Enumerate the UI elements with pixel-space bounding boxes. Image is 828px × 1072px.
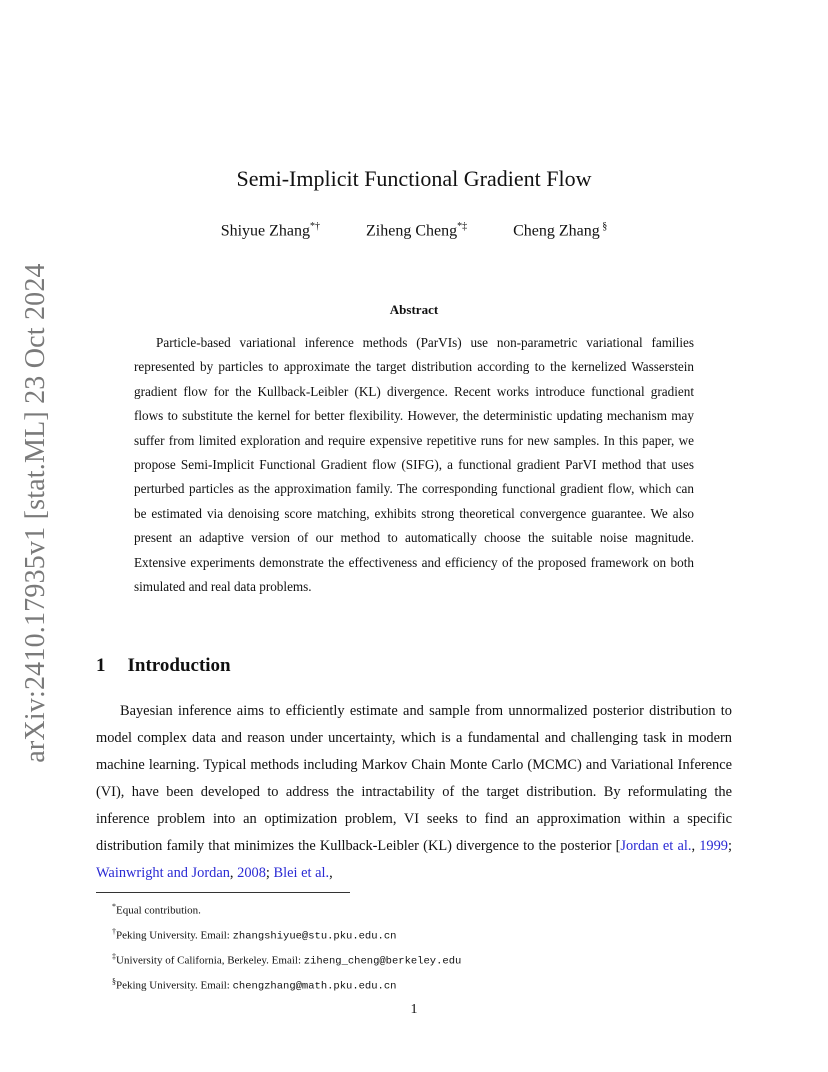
footnote-4-email: chengzhang@math.pku.edu.cn <box>232 981 397 994</box>
footnote-1-mark: * <box>112 902 116 911</box>
footnote-divider <box>96 892 350 893</box>
cite-2-sep: , <box>229 865 238 881</box>
author-1 <box>221 221 320 240</box>
cite-1-sep: , <box>691 838 700 854</box>
footnote-3-text: University of California, Berkeley. Email: <box>116 954 304 967</box>
intro-text: Bayesian inference aims to efficiently estimate and sample from unnormalized posterior distribution to model complex data and reason under uncertainty, which is a fundamental and challenging task in modern machine learning. Typical methods including Markov Chain Monte Carlo (MCMC) and Variational Inference (VI), have been developed to address the intractability of the target distribution. By reformulating the inference problem into an optimization problem, VI seeks to find an approximation within a specific distribution family that minimizes the Kullback-Leibler (KL) divergence to the posterior <box>96 703 732 854</box>
citation-year-link-1[interactable]: 1999 <box>699 838 728 854</box>
footnote-2-email: zhangshiyue@stu.pku.edu.cn <box>232 930 397 943</box>
footnote-3-email: ziheng_cheng@berkeley.edu <box>303 955 462 968</box>
cite-1-post: ; <box>728 838 732 854</box>
footnote-3-mark: ‡ <box>112 952 116 962</box>
paper-title: Semi-Implicit Functional Gradient Flow <box>236 166 592 191</box>
author-list <box>0 221 828 240</box>
citation-link-3[interactable]: Blei et al. <box>273 865 330 881</box>
citation-year-link-2[interactable]: 2008 <box>237 865 266 881</box>
cite-1-pre: [ <box>615 838 621 854</box>
author-1-marks: *† <box>310 221 321 232</box>
footnote-2 <box>112 922 712 947</box>
arxiv-stamp <box>14 263 58 763</box>
section-heading <box>96 655 231 677</box>
author-2-name: Ziheng Cheng <box>366 222 458 240</box>
author-2-marks: *‡ <box>457 221 468 232</box>
abstract-text: Particle-based variational inference methods (ParVIs) use non-parametric variational families represented by particles to approximate the target distribution according to the kernelized Wasserstein gradient flow for the Kullback-Leibler (KL) divergence. Recent works introduce functional gradient flows to substitute the kernel for better flexibility. However, the deterministic updating mechanism may suffer from limited exploration and require expensive repetitive runs for new samples. In this paper, we propose Semi-Implicit Functional Gradient flow (SIFG), a functional gradient ParVI method that uses perturbed particles as the approximation family. The corresponding functional gradient flow, which can be estimated via denoising score matching, exhibits strong theoretical convergence guarantee. We also present an adaptive version of our method to automatically choose the suitable noise magnitude. Extensive experiments demonstrate the effectiveness and efficiency of the proposed framework on both simulated and real data problems. <box>134 335 694 595</box>
footnote-1-text: Equal contribution. <box>116 904 201 917</box>
citation-link-1[interactable]: Jordan et al. <box>620 838 692 854</box>
footnote-2-mark: † <box>112 927 116 937</box>
cite-3-post: , <box>329 865 333 881</box>
section-number: 1 <box>96 655 106 676</box>
citation-link-2[interactable]: Wainwright and Jordan <box>96 865 230 881</box>
arxiv-identifier: arXiv:2410.17935v1 [stat.ML] 23 Oct 2024 <box>20 263 51 763</box>
intro-paragraph <box>96 698 732 887</box>
footnote-2-text: Peking University. Email: <box>116 929 233 942</box>
author-3-marks: § <box>599 221 608 232</box>
footnote-4 <box>112 972 712 997</box>
footnote-4-text: Peking University. Email: <box>116 980 233 993</box>
footnote-4-mark: § <box>112 977 116 987</box>
author-3 <box>513 221 607 240</box>
footnote-3 <box>112 947 712 972</box>
page-number: 1 <box>410 1002 418 1017</box>
cite-2-post: ; <box>265 865 274 881</box>
footnote-1 <box>112 897 712 922</box>
footnotes <box>112 897 712 998</box>
section-title: Introduction <box>127 655 231 676</box>
abstract-heading: Abstract <box>389 302 439 317</box>
author-1-name: Shiyue Zhang <box>220 222 311 240</box>
author-2 <box>366 221 467 240</box>
author-3-name: Cheng Zhang <box>513 222 600 240</box>
